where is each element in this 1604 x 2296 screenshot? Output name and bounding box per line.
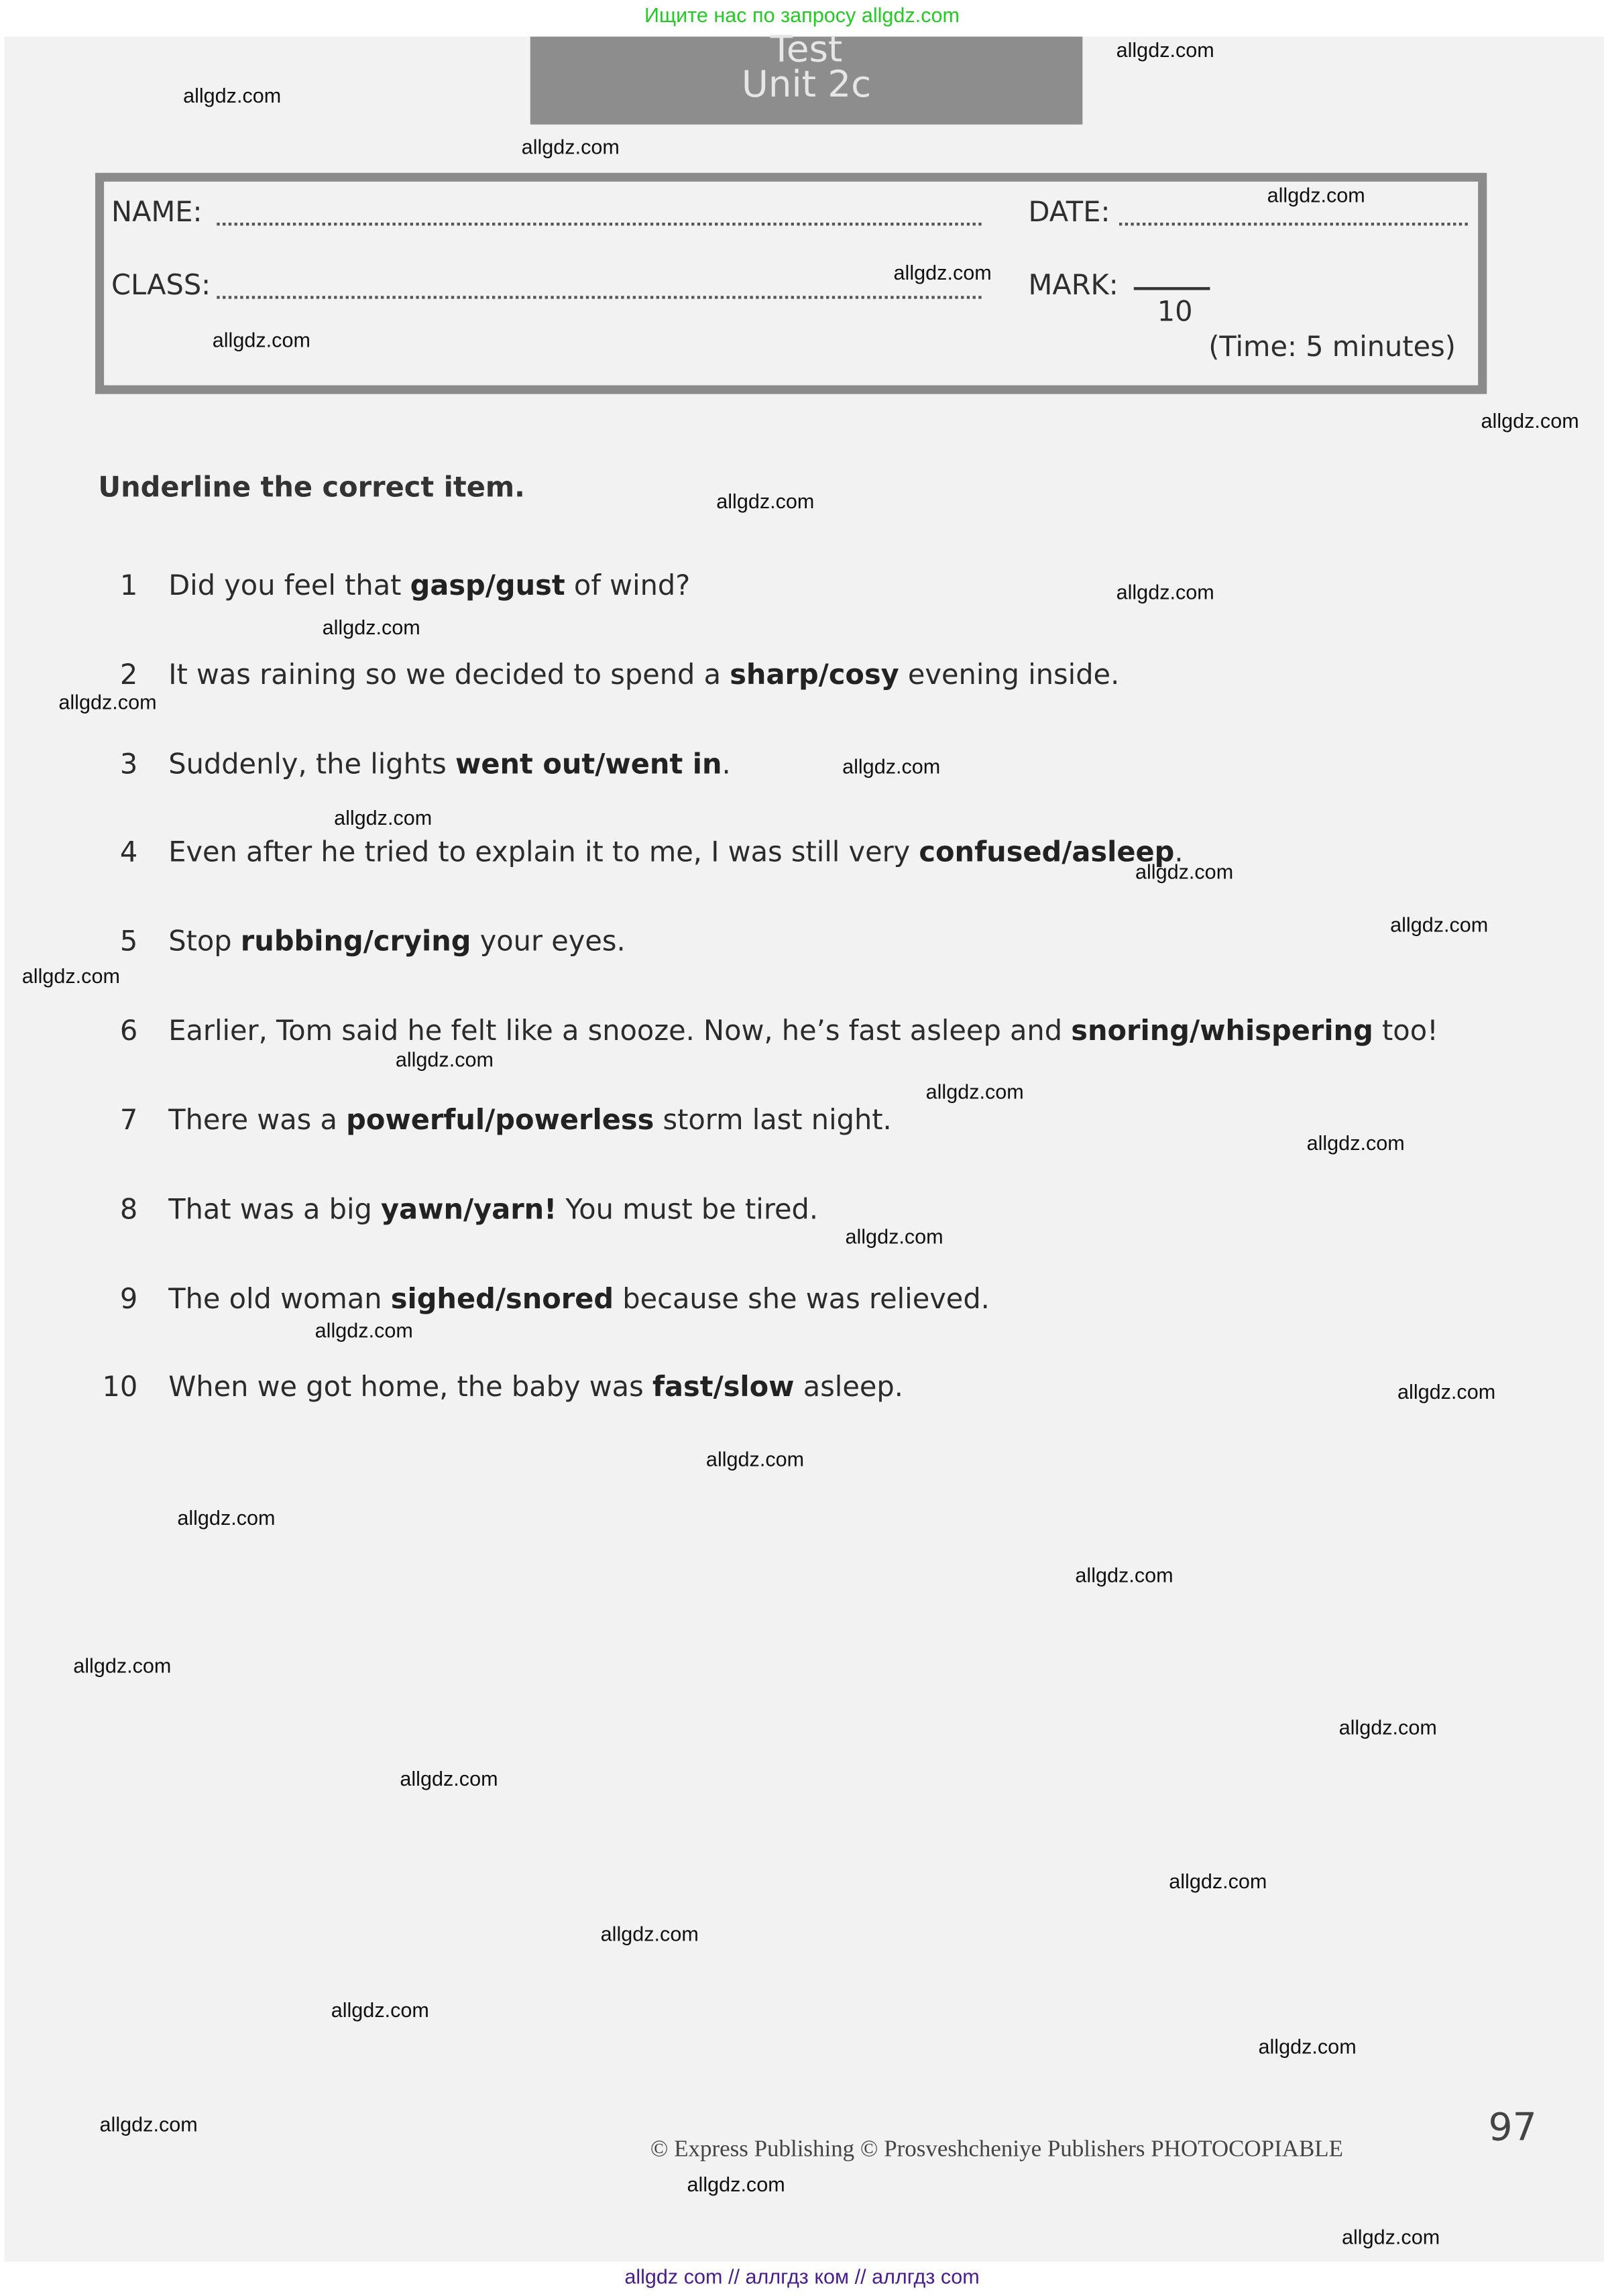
watermark: allgdz.com (1258, 2034, 1357, 2059)
question-text-end: storm last night. (654, 1104, 892, 1137)
question-text-end: because she was relieved. (614, 1283, 990, 1316)
watermark: allgdz.com (925, 1079, 1024, 1103)
instruction: Underline the correct item. (98, 471, 525, 504)
watermark: allgdz.com (334, 805, 433, 829)
watermark: allgdz.com (212, 328, 310, 352)
question-item (100, 1283, 990, 1316)
watermark: allgdz.com (600, 1922, 699, 1946)
question-number: 2 (119, 659, 138, 692)
watermark: allgdz.com (893, 260, 992, 284)
question-text-end: your eyes. (471, 925, 626, 958)
mark-total: 10 (1157, 296, 1193, 329)
watermark: allgdz.com (687, 2172, 785, 2196)
name-label: NAME: (111, 196, 203, 229)
watermark: allgdz.com (1306, 1131, 1405, 1155)
question-text: Did you feel that (168, 569, 410, 602)
watermark: allgdz.com (1075, 1562, 1173, 1587)
question-item (100, 836, 1184, 868)
watermark: allgdz.com (1481, 408, 1579, 433)
question-number: 3 (119, 748, 138, 781)
answer-options[interactable]: went out/went in (455, 748, 722, 781)
question-item (100, 926, 626, 958)
question-number: 6 (119, 1015, 138, 1047)
watermark: allgdz.com (1169, 1869, 1267, 1893)
watermark: allgdz.com (58, 689, 157, 713)
question-text: Stop (168, 925, 241, 958)
page-number: 97 (1488, 2106, 1537, 2150)
watermark: allgdz.com (331, 1998, 429, 2022)
watermark: allgdz.com (73, 1654, 172, 1678)
question-text: Suddenly, the lights (168, 748, 456, 781)
watermark: allgdz.com (400, 1766, 498, 1790)
answer-options[interactable]: sighed/snored (390, 1283, 614, 1316)
watermark: allgdz.com (521, 134, 620, 158)
question-text-end: . (722, 748, 731, 781)
watermark: allgdz.com (1267, 183, 1365, 207)
watermark: allgdz.com (314, 1318, 413, 1342)
watermark: allgdz.com (1342, 2225, 1440, 2249)
answer-options[interactable]: powerful/powerless (346, 1104, 654, 1137)
date-label: DATE: (1028, 196, 1110, 229)
answer-options[interactable]: snoring/whispering (1071, 1015, 1373, 1047)
watermark: allgdz.com (1116, 580, 1214, 604)
question-text: Earlier, Tom said he felt like a snooze. Now, he’s fast asleep and (168, 1015, 1072, 1047)
watermark: allgdz.com (99, 2112, 198, 2136)
mark-field[interactable] (1134, 287, 1210, 290)
question-number: 4 (119, 836, 138, 869)
question-text: Even after he tried to explain it to me, I was still very (168, 836, 919, 869)
question-number: 10 (102, 1371, 138, 1403)
watermark: allgdz.com (842, 754, 941, 778)
question-text: That was a big (168, 1194, 382, 1226)
answer-options[interactable]: confused/asleep (919, 836, 1175, 869)
name-field[interactable] (217, 223, 981, 225)
question-text-end: of wind? (565, 569, 691, 602)
watermark: allgdz.com (1135, 860, 1234, 884)
answer-options[interactable]: yawn/yarn! (381, 1194, 557, 1226)
question-item (100, 1104, 892, 1137)
question-text: When we got home, the baby was (168, 1371, 652, 1403)
watermark: allgdz.com (1390, 912, 1489, 936)
copyright-footer: © Express Publishing © Prosveshcheniye Publishers PHOTOCOPIABLE (650, 2137, 1343, 2163)
mark-label: MARK: (1028, 269, 1119, 302)
watermark: allgdz.com (1397, 1379, 1496, 1403)
question-text: The old woman (168, 1283, 391, 1316)
class-label: CLASS: (111, 269, 211, 302)
top-banner[interactable]: Ищите нас по запросу allgdz.com (644, 3, 960, 27)
watermark: allgdz.com (845, 1224, 943, 1249)
question-text-end: . (1174, 836, 1184, 869)
question-item (100, 659, 1120, 691)
bottom-banner[interactable]: allgdz com // аллгдз ком // аллгдз com (624, 2264, 980, 2289)
question-text-end: You must be tired. (557, 1194, 819, 1226)
date-field[interactable] (1119, 223, 1468, 225)
answer-options[interactable]: sharp/cosy (730, 659, 899, 692)
title-line1: Test (770, 27, 843, 70)
question-text: There was a (168, 1104, 347, 1137)
watermark: allgdz.com (322, 615, 420, 639)
watermark: allgdz.com (1116, 38, 1214, 62)
question-item (100, 748, 731, 781)
time-limit: (Time: 5 minutes) (1208, 331, 1456, 363)
question-text-end: too! (1373, 1015, 1438, 1047)
question-number: 7 (119, 1104, 138, 1137)
question-number: 8 (119, 1194, 138, 1226)
answer-options[interactable]: fast/slow (652, 1371, 795, 1403)
title-line2: Unit 2c (741, 62, 872, 106)
watermark: allgdz.com (395, 1047, 494, 1071)
question-number: 1 (119, 569, 138, 602)
question-item (100, 1371, 903, 1403)
watermark: allgdz.com (183, 83, 282, 107)
watermark: allgdz.com (21, 964, 120, 988)
question-number: 9 (119, 1283, 138, 1316)
question-item (100, 1194, 818, 1226)
question-text-end: evening inside. (899, 659, 1120, 692)
question-text-end: asleep. (794, 1371, 903, 1403)
watermark: allgdz.com (177, 1505, 276, 1530)
question-number: 5 (119, 925, 138, 958)
question-item (100, 1015, 1438, 1047)
question-text: It was raining so we decided to spend a (168, 659, 730, 692)
watermark: allgdz.com (705, 1447, 805, 1471)
question-item (100, 570, 691, 602)
test-title (530, 27, 1083, 125)
watermark: allgdz.com (1338, 1715, 1437, 1739)
watermark: allgdz.com (716, 489, 815, 513)
answer-options[interactable]: rubbing/crying (240, 925, 471, 958)
class-field[interactable] (217, 296, 981, 298)
answer-options[interactable]: gasp/gust (410, 569, 565, 602)
